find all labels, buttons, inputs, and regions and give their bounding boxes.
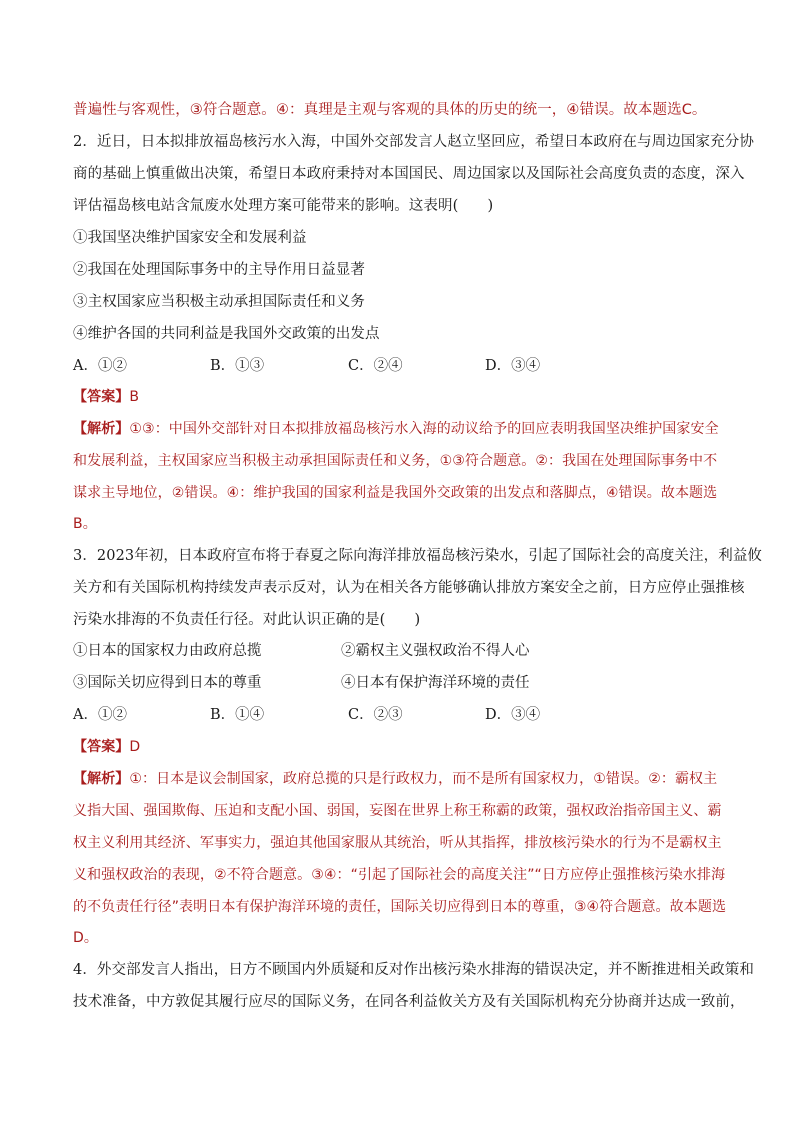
q3-analysis-line-6: D。	[73, 930, 98, 946]
q2-analysis-tag: 【解析】	[73, 421, 130, 437]
q2-analysis-line-2: 和发展利益，主权国家应当积极主动承担国际责任和义务，①③符合题意。②：我国在处理国际事务中不	[73, 453, 718, 469]
q3-stem-line-3: 污染水排海的不负责任行径。对此认识正确的是( )	[73, 612, 421, 628]
q4-stem-line-2: 技术准备，中方敦促其履行应尽的国际义务，在同各利益攸关方及有关国际机构充分协商并达成一致前，	[73, 994, 745, 1010]
q3-choice-b: B．①④	[210, 707, 265, 723]
q2-answer-row	[73, 387, 139, 407]
q3-item-3: ③国际关切应得到日本的尊重	[73, 675, 262, 691]
q3-choice-c: C．②③	[348, 707, 403, 723]
q3-analysis-line-1: 【解析】①：日本是议会制国家，政府总揽的只是行政权力，而不是所有国家权力，①错误。②：霸权主	[73, 771, 718, 787]
q3-analysis-line-5: 的不负责任行径”表明日本有保护海洋环境的责任，国际关切应得到日本的尊重，③④符合题意。故本题选	[73, 899, 727, 915]
q2-stem-line-3: 评估福岛核电站含氚废水处理方案可能带来的影响。这表明( )	[73, 198, 494, 214]
q2-choice-d: D．③④	[485, 358, 541, 374]
q2-choice-b: B．①③	[210, 358, 265, 374]
q3-analysis-tag: 【解析】	[73, 771, 130, 787]
q3-stem-line-1: 3．2023年初，日本政府宣布将于春夏之际向海洋排放福岛核污染水，引起了国际社会的高度关注，利益攸	[73, 548, 763, 564]
q2-item-1: ①我国坚决维护国家安全和发展利益	[73, 230, 307, 246]
q3-choice-a: A．①②	[73, 707, 127, 723]
q3-answer-tag: 【答案】	[73, 739, 130, 755]
q2-item-3: ③主权国家应当积极主动承担国际责任和义务	[73, 294, 365, 310]
q4-stem-line-1: 4．外交部发言人指出，日方不顾国内外质疑和反对作出核污染水排海的错误决定，并不断推进相关政策和	[73, 962, 754, 978]
q3-stem-line-2: 关方和有关国际机构持续发声表示反对，认为在相关各方能够确认排放方案安全之前，日方应停止强推核	[73, 580, 745, 596]
q3-analysis-line-4: 义和强权政治的表现，②不符合题意。③④：“引起了国际社会的高度关注”“日方应停止强推核污染水排海	[73, 867, 726, 883]
q2-analysis-line-4: B。	[73, 516, 97, 532]
q2-analysis-line-1: 【解析】①③：中国外交部针对日本拟排放福岛核污水入海的动议给予的回应表明我国坚决维护国家安全	[73, 421, 719, 437]
q3-item-2: ②霸权主义强权政治不得人心	[341, 643, 530, 659]
q3-analysis-line-3: 权主义利用其经济、军事实力，强迫其他国家服从其统治，听从其指挥，排放核污染水的行为不是霸权主	[73, 835, 722, 851]
q3-answer-value: D	[129, 739, 141, 755]
q2-item-2: ②我国在处理国际事务中的主导作用日益显著	[73, 262, 365, 278]
q3-answer-row	[73, 737, 140, 757]
prev-analysis-tail: 普遍性与客观性，③符合题意。④：真理是主观与客观的具体的历史的统一，④错误。故本题选C。	[73, 102, 707, 118]
q3-item-4: ④日本有保护海洋环境的责任	[341, 675, 530, 691]
q3-choice-d: D．③④	[485, 707, 541, 723]
q2-stem-line-2: 商的基础上慎重做出决策，希望日本政府秉持对本国国民、周边国家以及国际社会高度负责的态度，深入	[73, 166, 745, 182]
q2-item-4: ④维护各国的共同利益是我国外交政策的出发点	[73, 326, 380, 342]
q2-choice-a: A．①②	[73, 358, 127, 374]
q2-analysis-line-3: 谋求主导地位，②错误。④：维护我国的国家利益是我国外交政策的出发点和落脚点，④错误。故本题选	[73, 485, 718, 501]
q2-stem-line-1: 2．近日，日本拟排放福岛核污水入海，中国外交部发言人赵立坚回应，希望日本政府在与周边国家充分协	[73, 134, 754, 150]
q3-item-1: ①日本的国家权力由政府总揽	[73, 643, 262, 659]
q2-choice-c: C．②④	[348, 358, 403, 374]
q2-answer-tag: 【答案】	[73, 389, 130, 405]
q3-analysis-line-2: 义指大国、强国欺侮、压迫和支配小国、弱国，妄图在世界上称王称霸的政策，强权政治指帝国主义、霸	[73, 803, 722, 819]
q2-answer-value: B	[129, 389, 140, 405]
